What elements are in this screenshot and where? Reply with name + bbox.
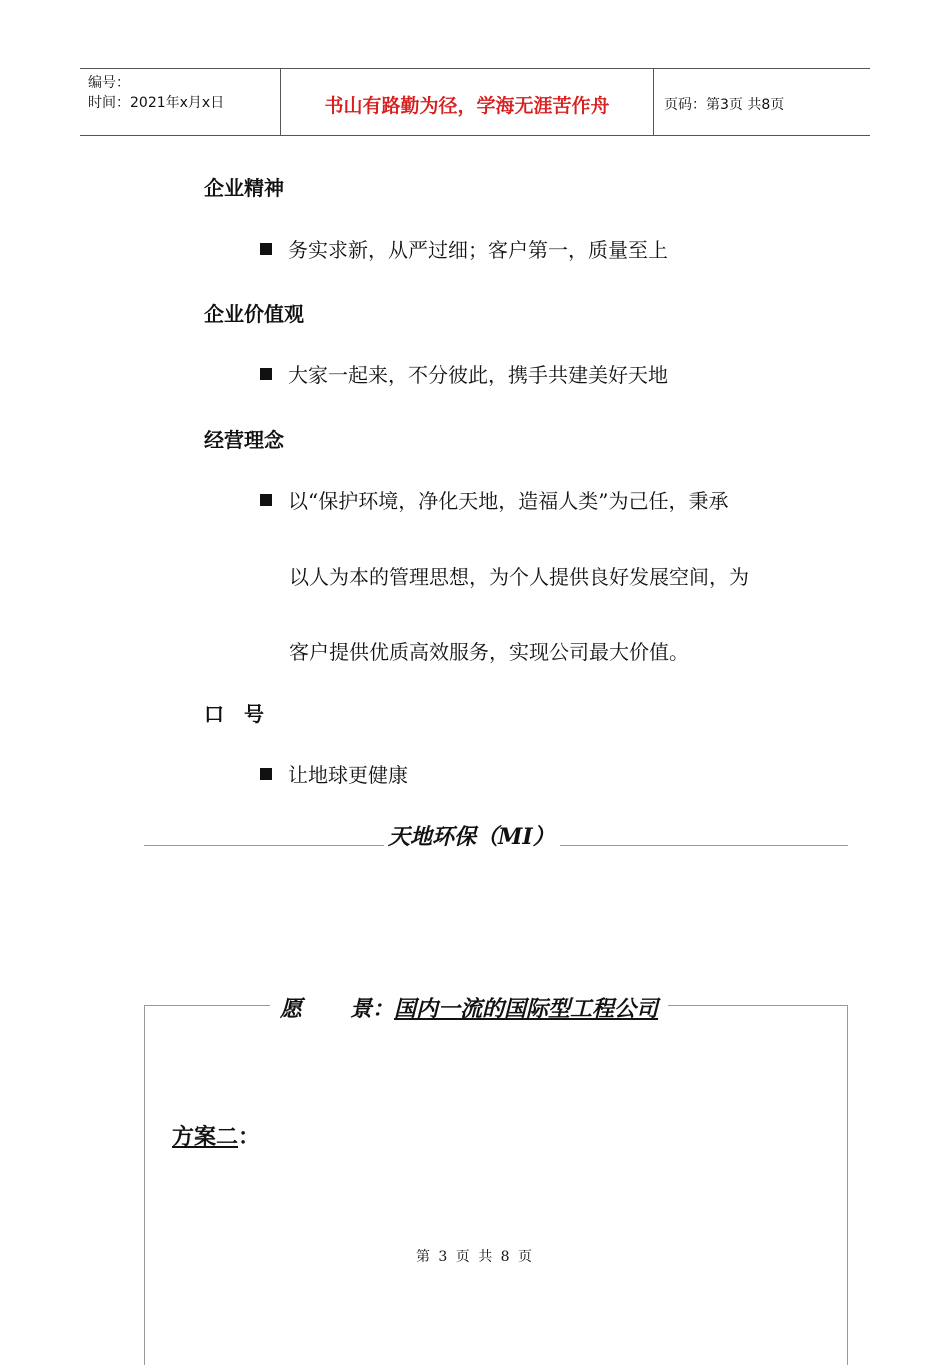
- vision-key-2: 景：: [350, 996, 395, 1022]
- header-motto: 书山有路勤为径，学海无涯苦作舟: [281, 69, 654, 135]
- square-bullet-icon: [260, 243, 272, 255]
- vision-value: 国内一流的国际型工程公司: [394, 996, 659, 1022]
- square-bullet-icon: [260, 368, 272, 380]
- philosophy-line-3: 客户提供优质高效服务，实现公司最大价值。: [289, 640, 689, 664]
- square-bullet-icon: [260, 494, 272, 506]
- philosophy-line-2: 以人为本的管理思想，为个人提供良好发展空间，为: [289, 565, 749, 589]
- values-bullet: [260, 359, 668, 388]
- time-label: 时间：2021年x月x日: [88, 95, 225, 111]
- page-footer: 第 3 页 共 8 页: [415, 1249, 535, 1265]
- plan-name: 方案二: [172, 1125, 239, 1150]
- values-heading: 企业价值观: [204, 302, 304, 326]
- header-page-info: 页码：第3页 共8页: [664, 97, 785, 113]
- mi-divider: [144, 818, 848, 852]
- divider-line-right: [560, 845, 848, 846]
- spirit-text: 务实求新，从严过细；客户第一，质量至上: [288, 238, 668, 262]
- page-header: [80, 68, 870, 136]
- vision-label: [270, 992, 668, 1023]
- slogan-heading: 口 号: [204, 702, 264, 726]
- plan-label: [172, 1120, 260, 1151]
- spirit-bullet: [260, 234, 668, 263]
- spirit-heading: 企业精神: [204, 176, 284, 200]
- square-bullet-icon: [260, 768, 272, 780]
- vision-box: [144, 1005, 848, 1365]
- slogan-text: 让地球更健康: [288, 763, 408, 787]
- slogan-bullet: [260, 759, 408, 788]
- header-meta: [80, 69, 281, 135]
- plan-colon: ：: [238, 1125, 261, 1150]
- divider-line-left: [144, 845, 384, 846]
- serial-label: 编号：: [88, 75, 130, 91]
- philosophy-line-1: 以“保护环境，净化天地，造福人类”为己任，秉承: [288, 489, 729, 513]
- philosophy-heading: 经营理念: [204, 428, 284, 452]
- vision-key: 愿: [280, 996, 303, 1022]
- values-text: 大家一起来，不分彼此，携手共建美好天地: [288, 363, 668, 387]
- philosophy-bullet: [260, 485, 728, 514]
- mi-title: 天地环保（MI）: [388, 824, 555, 850]
